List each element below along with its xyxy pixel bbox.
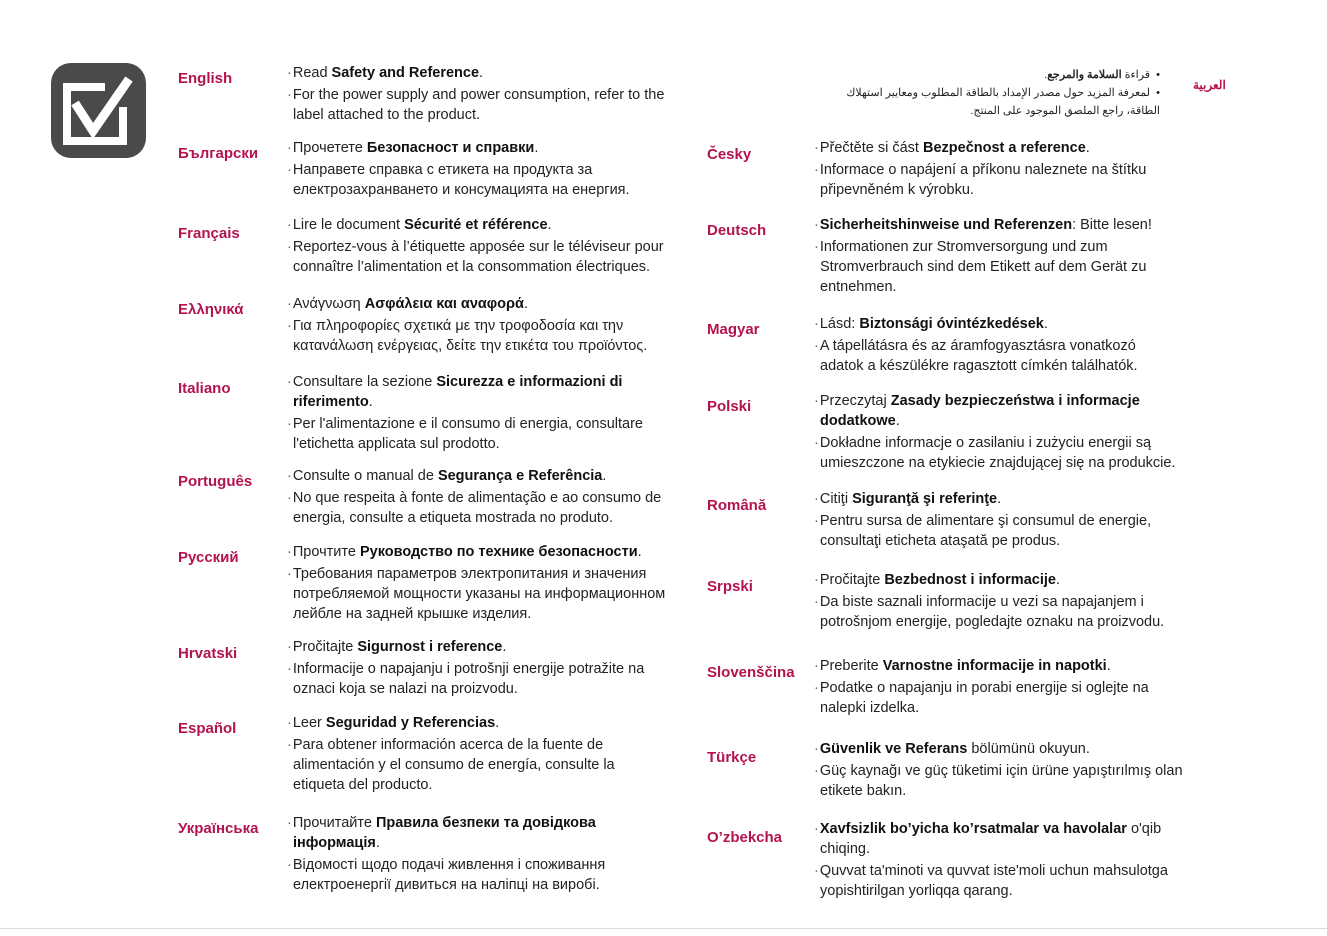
power-info-line: ·Informacije o napajanju i potrošnji energije potražite na oznaci koja se nalazi na proizvodu. <box>287 661 645 697</box>
reference-line: ·Citiţi Siguranţă şi referinţe. <box>814 491 1002 507</box>
entry-hr <box>285 637 685 699</box>
lang-label-sr: Srpski <box>707 578 753 595</box>
entry-ar-line1: • قراءة السلامة والمرجع. <box>1044 69 1160 81</box>
reference-line: ·Consultare la sezione Sicurezza e informazioni di riferimento. <box>287 374 623 410</box>
entry-ro <box>812 489 1207 551</box>
entry-en <box>285 63 685 125</box>
lang-label-en: English <box>178 70 233 87</box>
power-info-line: ·Para obtener información acerca de la fuente de alimentación y el consumo de energía, consulte la etiqueta del producto. <box>287 737 615 793</box>
power-info-line: ·Per l'alimentazione e il consumo di energia, consultare l'etichetta applicata sul prodotto. <box>287 416 643 452</box>
entry-ru <box>285 542 695 624</box>
power-info-line: ·No que respeita à fonte de alimentação e ao consumo de energia, consulte a etiqueta mostrada no produto. <box>287 490 662 526</box>
reference-line: ·Leer Seguridad y Referencias. <box>287 715 500 731</box>
power-info-line: ·Pentru sursa de alimentare şi consumul de energie, consultaţi eticheta ataşată pe produs. <box>814 513 1152 549</box>
power-info-line: ·Reportez-vous à l’étiquette apposée sur le téléviseur pour connaître l’alimentation et la consommation électriques. <box>287 239 664 275</box>
entry-uk <box>285 813 670 895</box>
reference-line: ·Preberite Varnostne informacije in napotki. <box>814 658 1111 674</box>
lang-label-cs: Česky <box>707 146 752 163</box>
reference-line: ·Прочетете Безопасност и справки. <box>287 140 539 156</box>
lang-label-sl: Slovenščina <box>707 664 795 681</box>
power-info-line: ·Informace o napájení a příkonu naleznete na štítku připevněném k výrobku. <box>814 162 1147 198</box>
lang-label-uk: Українська <box>178 820 259 837</box>
lang-label-es: Español <box>178 720 237 737</box>
lang-label-de: Deutsch <box>707 222 767 239</box>
entry-ar <box>810 66 1160 120</box>
lang-label-ru: Русский <box>178 549 239 566</box>
lang-label-fr: Français <box>178 225 240 242</box>
reference-line: ·Ανάγνωση Ασφάλεια και αναφορά. <box>287 296 528 312</box>
entry-cs <box>812 138 1192 200</box>
lang-label-it: Italiano <box>178 380 231 397</box>
lang-label-ro: Română <box>707 497 767 514</box>
lang-label-hr: Hrvatski <box>178 645 238 662</box>
entry-ar-line2: • لمعرفة المزيد حول مصدر الإمداد بالطاقة المطلوب ومعايير استهلاك الطاقة، راجع الملصق الموجود على المنتج. <box>846 87 1160 117</box>
entry-el <box>285 294 690 356</box>
reference-line: ·Sicherheitshinweise und Referenzen: Bitte lesen! <box>814 217 1152 233</box>
power-info-line: ·Требования параметров электропитания и значения потребляемой мощности указаны на информационном лейбле на задней крышке изделия. <box>287 566 666 622</box>
lang-label-hu: Magyar <box>707 321 760 338</box>
lang-label-ar: العربية <box>1193 78 1226 92</box>
reference-line: ·Прочитайте Правила безпеки та довідкова інформація. <box>287 815 596 851</box>
reference-line: ·Прочтите Руководство по технике безопасности. <box>287 544 642 560</box>
entry-tr <box>812 739 1192 801</box>
power-info-line: ·Για πληροφορίες σχετικά με την τροφοδοσία και την κατανάλωση ενέργειας, δείτε την ετικέτα του προϊόντος. <box>287 318 648 354</box>
lang-label-pt: Português <box>178 473 253 490</box>
lang-label-el: Ελληνικά <box>178 301 244 318</box>
power-info-line: ·Da biste saznali informacije u vezi sa napajanjem i potrošnjom energije, pogledajte oznaku na proizvodu. <box>814 594 1165 630</box>
power-info-line: ·Quvvat ta'minoti va quvvat iste'moli uchun mahsulotga yopishtirilgan yorliqqa qarang. <box>814 863 1168 899</box>
reference-line: ·Přečtěte si část Bezpečnost a reference. <box>814 140 1090 156</box>
lang-label-tr: Türkçe <box>707 749 757 766</box>
page-bottom-border <box>0 928 1327 929</box>
reference-line: ·Consulte o manual de Segurança e Referência. <box>287 468 607 484</box>
entry-es <box>285 713 645 795</box>
entry-uz <box>812 819 1212 901</box>
lang-label-uz: O’zbekcha <box>707 829 783 846</box>
reference-line: ·Read Safety and Reference. <box>287 65 484 81</box>
power-info-line: ·Güç kaynağı ve güç tüketimi için ürüne yapıştırılmış olan etikete bakın. <box>814 763 1183 799</box>
entry-hu <box>812 314 1182 376</box>
entry-pl <box>812 391 1212 473</box>
reference-line: ·Güvenlik ve Referans bölümünü okuyun. <box>814 741 1090 757</box>
reference-line: ·Pročitajte Sigurnost i reference. <box>287 639 507 655</box>
entry-sl <box>812 656 1192 718</box>
lang-label-bg: Български <box>178 145 259 162</box>
reference-line: ·Xavfsizlik bo’yicha ko’rsatmalar va havolalar o'qib chiqing. <box>814 821 1162 857</box>
power-info-line: ·Направете справка с етикета на продукта за електрозахранването и консумацията на енергия. <box>287 162 630 198</box>
entry-pt <box>285 466 685 528</box>
entry-sr <box>812 570 1212 632</box>
power-info-line: ·Podatke o napajanju in porabi energije si oglejte na nalepki izdelka. <box>814 680 1149 716</box>
checkmark-logo-icon <box>51 63 146 158</box>
power-info-line: ·A tápellátásra és az áramfogyasztásra vonatkozó adatok a készülékre ragasztott címkén találhatók. <box>814 338 1138 374</box>
power-info-line: ·Informationen zur Stromversorgung und zum Stromverbrauch sind dem Etikett auf dem Gerät zu entnehmen. <box>814 239 1147 295</box>
entry-it <box>285 372 685 454</box>
reference-line: ·Przeczytaj Zasady bezpieczeństwa i informacje dodatkowe. <box>814 393 1140 429</box>
reference-line: ·Lire le document Sécurité et référence. <box>287 217 552 233</box>
lang-label-pl: Polski <box>707 398 752 415</box>
power-info-line: ·Dokładne informacje o zasilaniu i zużyciu energii są umieszczone na etykiecie znajdującej się na produkcie. <box>814 435 1176 471</box>
entry-bg <box>285 138 685 200</box>
entry-fr <box>285 215 685 277</box>
power-info-line: ·Відомості щодо подачі живлення і споживання електроенергії дивиться на наліпці на виробі. <box>287 857 606 893</box>
reference-line: ·Lásd: Biztonsági óvintézkedések. <box>814 316 1048 332</box>
reference-line: ·Pročitajte Bezbednost i informacije. <box>814 572 1060 588</box>
entry-de <box>812 215 1182 297</box>
power-info-line: ·For the power supply and power consumption, refer to the label attached to the product. <box>287 87 665 123</box>
